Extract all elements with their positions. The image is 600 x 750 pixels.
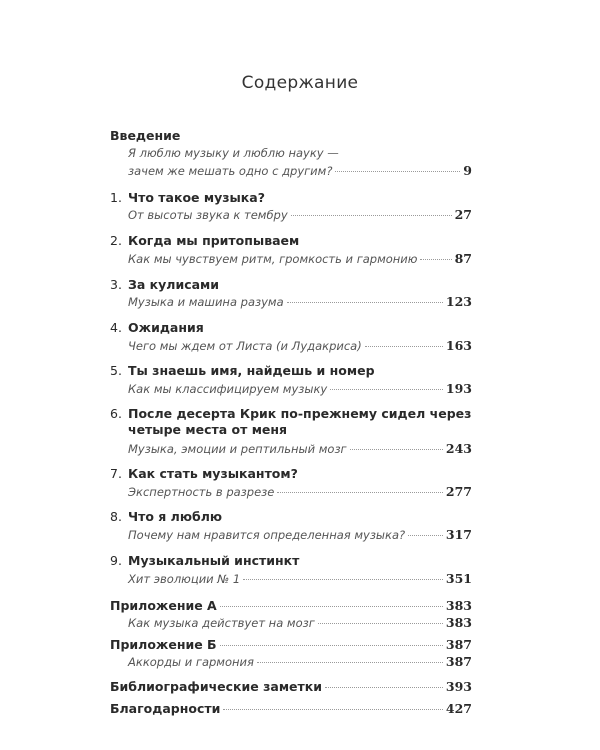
toc-chapter-2[interactable] bbox=[110, 233, 472, 251]
dot-leader bbox=[223, 709, 443, 710]
chapter-number: 7. bbox=[110, 466, 122, 481]
dot-leader bbox=[350, 449, 443, 450]
toc-intro-line1 bbox=[110, 146, 472, 164]
page-number: 27 bbox=[454, 207, 472, 222]
chapter-number: 3. bbox=[110, 277, 122, 292]
chapter-title: Когда мы притопываем bbox=[128, 233, 300, 248]
appendix-subtitle: Аккорды и гармония bbox=[128, 655, 254, 669]
toc-chapter-4-sub[interactable] bbox=[110, 338, 472, 356]
intro-subtitle-line1: Я люблю музыку и люблю науку — bbox=[128, 146, 339, 160]
page-number: 123 bbox=[445, 294, 472, 309]
page-number: 383 bbox=[445, 615, 472, 630]
page-number: 9 bbox=[463, 163, 472, 178]
chapter-title: Ты знаешь имя, найдешь и номер bbox=[128, 363, 375, 378]
chapter-subtitle: Чего мы ждем от Листа (и Лудакриса) bbox=[128, 339, 362, 353]
chapter-title: Что я люблю bbox=[128, 509, 223, 524]
page-number: 243 bbox=[445, 441, 472, 456]
chapter-title: За кулисами bbox=[128, 277, 220, 292]
dot-leader bbox=[220, 606, 443, 607]
chapter-number: 2. bbox=[110, 233, 122, 248]
toc-appendix-a[interactable] bbox=[110, 598, 472, 616]
intro-heading: Введение bbox=[110, 128, 181, 143]
toc-chapter-9-sub[interactable] bbox=[110, 571, 472, 589]
chapter-number: 4. bbox=[110, 320, 122, 335]
dot-leader bbox=[365, 346, 443, 347]
chapter-number: 5. bbox=[110, 363, 122, 378]
dot-leader bbox=[257, 662, 443, 663]
toc-chapter-5[interactable] bbox=[110, 363, 472, 381]
toc-chapter-9[interactable] bbox=[110, 553, 472, 571]
dot-leader bbox=[220, 645, 443, 646]
chapter-title: Что такое музыка? bbox=[128, 190, 265, 205]
page-number: 163 bbox=[445, 338, 472, 353]
page-number: 387 bbox=[445, 637, 472, 652]
chapter-subtitle: Музыка и машина разума bbox=[128, 295, 284, 309]
chapter-subtitle: От высоты звука к тембру bbox=[128, 208, 288, 222]
page-title: Содержание bbox=[241, 73, 359, 93]
dot-leader bbox=[291, 215, 452, 216]
chapter-subtitle: Хит эволюции № 1 bbox=[128, 572, 241, 586]
chapter-subtitle: Экспертность в разрезе bbox=[128, 485, 275, 499]
toc-chapter-7[interactable] bbox=[110, 466, 472, 484]
toc-bibliography[interactable] bbox=[110, 679, 472, 697]
chapter-subtitle: Как мы классифицируем музыку bbox=[128, 382, 328, 396]
dot-leader bbox=[243, 579, 443, 580]
chapter-subtitle: Почему нам нравится определенная музыка? bbox=[128, 528, 406, 542]
toc-chapter-2-sub[interactable] bbox=[110, 251, 472, 269]
page-number: 351 bbox=[445, 571, 472, 586]
dot-leader bbox=[408, 535, 443, 536]
backmatter-title: Библиографические заметки bbox=[110, 679, 323, 694]
toc-chapter-1[interactable] bbox=[110, 190, 472, 208]
toc-chapter-8-sub[interactable] bbox=[110, 527, 472, 545]
dot-leader bbox=[325, 687, 443, 688]
chapter-title: После десерта Крик по-прежнему сидел через bbox=[128, 406, 472, 421]
chapter-subtitle: Музыка, эмоции и рептильный мозг bbox=[128, 442, 347, 456]
appendix-title: Приложение А bbox=[110, 598, 217, 613]
page-number: 387 bbox=[445, 654, 472, 669]
chapter-title-line2: четыре места от меня bbox=[128, 422, 288, 437]
dot-leader bbox=[420, 259, 451, 260]
chapter-number: 6. bbox=[110, 406, 122, 421]
backmatter-title: Благодарности bbox=[110, 701, 221, 716]
chapter-title: Ожидания bbox=[128, 320, 204, 335]
toc-chapter-6-title-line2[interactable] bbox=[110, 422, 472, 440]
chapter-number: 1. bbox=[110, 190, 122, 205]
toc-chapter-3-sub[interactable] bbox=[110, 294, 472, 312]
toc-chapter-8[interactable] bbox=[110, 509, 472, 527]
dot-leader bbox=[335, 171, 460, 172]
toc-appendix-a-sub[interactable] bbox=[110, 615, 472, 633]
toc-intro-line2[interactable] bbox=[110, 163, 472, 181]
toc-appendix-b-sub[interactable] bbox=[110, 654, 472, 672]
toc-chapter-7-sub[interactable] bbox=[110, 484, 472, 502]
chapter-subtitle: Как мы чувствуем ритм, громкость и гармонию bbox=[128, 252, 418, 266]
page-number: 383 bbox=[445, 598, 472, 613]
dot-leader bbox=[287, 302, 443, 303]
toc-appendix-b[interactable] bbox=[110, 637, 472, 655]
dot-leader bbox=[330, 389, 443, 390]
chapter-number: 9. bbox=[110, 553, 122, 568]
toc-chapter-6-sub[interactable] bbox=[110, 441, 472, 459]
toc-intro-heading[interactable] bbox=[110, 128, 472, 146]
toc-chapter-3[interactable] bbox=[110, 277, 472, 295]
intro-subtitle-line2: зачем же мешать одно с другим? bbox=[128, 164, 333, 178]
appendix-subtitle: Как музыка действует на мозг bbox=[128, 616, 315, 630]
chapter-number: 8. bbox=[110, 509, 122, 524]
appendix-title: Приложение Б bbox=[110, 637, 217, 652]
chapter-title: Как стать музыкантом? bbox=[128, 466, 298, 481]
dot-leader bbox=[277, 492, 443, 493]
page-number: 87 bbox=[454, 251, 472, 266]
page-number: 317 bbox=[445, 527, 472, 542]
toc-chapter-4[interactable] bbox=[110, 320, 472, 338]
page-number: 277 bbox=[445, 484, 472, 499]
dot-leader bbox=[318, 623, 443, 624]
toc-acknowledgements[interactable] bbox=[110, 701, 472, 719]
toc-chapter-5-sub[interactable] bbox=[110, 381, 472, 399]
page-number: 427 bbox=[445, 701, 472, 716]
page-number: 193 bbox=[445, 381, 472, 396]
toc-chapter-1-sub[interactable] bbox=[110, 207, 472, 225]
chapter-title: Музыкальный инстинкт bbox=[128, 553, 300, 568]
page-number: 393 bbox=[445, 679, 472, 694]
